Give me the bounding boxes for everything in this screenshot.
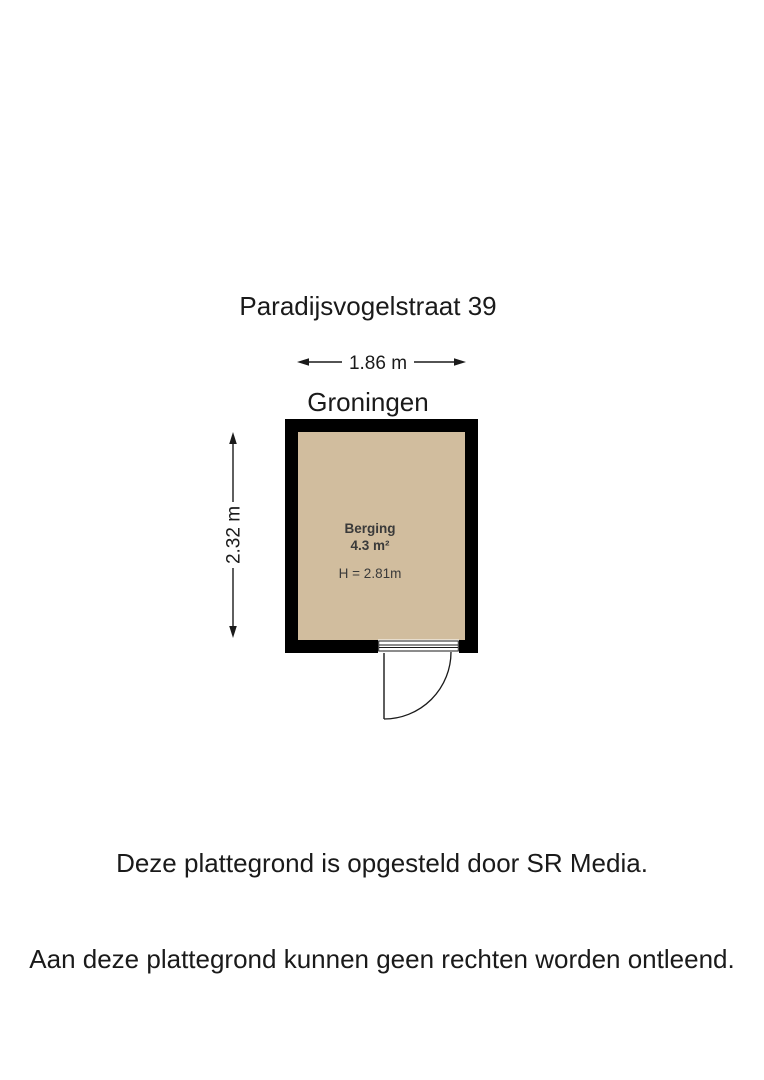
room-floor	[298, 432, 465, 640]
title-city: Groningen	[307, 387, 429, 417]
height-dimension	[224, 432, 245, 638]
arrow-left-icon	[297, 358, 309, 366]
door-threshold	[379, 641, 459, 651]
room-ceiling-height-label: H = 2.81m	[338, 566, 402, 581]
room-area-label: 4.3 m²	[350, 538, 390, 553]
arrow-right-icon	[454, 358, 466, 366]
room	[285, 419, 478, 653]
title-street: Paradijsvogelstraat 39	[239, 291, 497, 321]
room-name-label: Berging	[344, 521, 396, 536]
arrow-down-icon	[229, 626, 237, 638]
width-dimension-label: 1.86 m	[348, 353, 408, 374]
width-dimension	[297, 353, 466, 374]
height-dimension-label: 2.32 m	[223, 505, 245, 565]
arrow-up-icon	[229, 432, 237, 444]
door	[378, 640, 459, 720]
door-swing-arc	[384, 652, 451, 719]
disclaimer	[0, 783, 764, 1039]
disclaimer-line-2: Aan deze plattegrond kunnen geen rechten worden ontleend.	[29, 944, 735, 974]
disclaimer-line-1: Deze plattegrond is opgesteld door SR Media.	[116, 848, 648, 878]
